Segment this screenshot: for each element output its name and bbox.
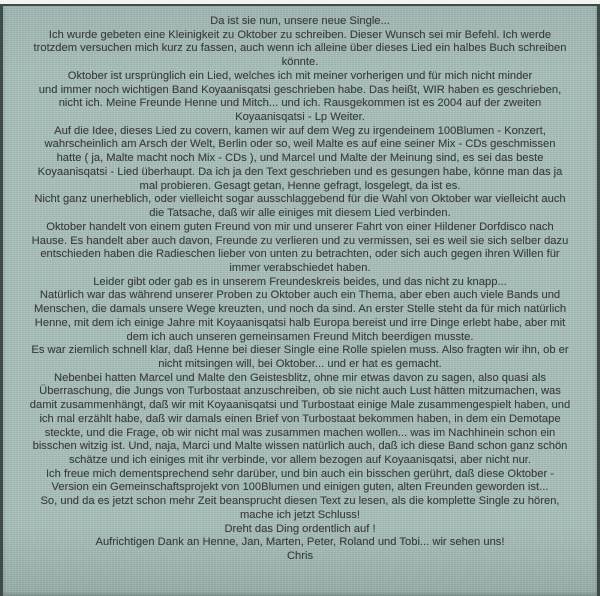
text-line: ich mal erzählt habe, daß wir damals einen Brief von Turbostaat bekommen haben, in dem ein Demotape xyxy=(39,412,561,425)
text-line: könnte. xyxy=(281,56,319,69)
liner-notes-text xyxy=(3,6,597,564)
text-line: Oktober handelt von einem guten Freund von mir und unserer Fahrt von einer Hildener Dorfdisco nach xyxy=(46,220,554,233)
text-line: bisschen witzig ist. Und, naja, Marci und Malte wissen natürlich auch, daß ich diese Band schon ganz schön xyxy=(32,440,568,453)
text-line: Nicht ganz unerheblich, oder vielleicht sogar ausschlaggebend für die Wahl von Oktober war vielleicht auch xyxy=(34,193,566,206)
text-line: die Tatsache, daß wir alle einiges mit diesem Lied verbinden. xyxy=(149,207,451,220)
text-line: immer verabschiedet haben. xyxy=(229,261,371,274)
text-line: hatte ( ja, Malte macht noch Mix - CDs ), und Marcel und Malte der Meinung sind, es sei das beste xyxy=(56,152,544,165)
text-line: und immer noch wichtigen Band Koyaanisqatsi geschrieben habe. Das heißt, WIR haben es geschrieben, xyxy=(38,83,562,96)
text-line: Überraschung, die Jungs von Turbostaat anzuschreiben, ob sie nicht auch Lust hätten mitzumachen, was xyxy=(39,385,561,398)
text-line: Dreht das Ding ordentlich auf ! xyxy=(224,522,376,535)
text-line: dem ich auch unseren gemeinsamen Freund Mitch beerdigen musste. xyxy=(126,330,474,343)
text-line: nicht ich. Meine Freunde Henne und Mitch... und ich. Rausgekommen ist es 2004 auf der zweiten xyxy=(58,97,542,110)
text-line: Aufrichtigen Dank an Henne, Jan, Marten, Peter, Roland und Tobi... wir sehen uns! xyxy=(95,536,505,549)
text-line: wahrscheinlich am Arsch der Welt, Berlin oder so, weil Malte es auf eine seiner Mix - CDs geschmissen xyxy=(44,138,556,151)
text-line: Henne, mit dem ich einige Jahre mit Koyaanisqatsi halb Europa bereist und irre Dinge erlebt habe, aber mit xyxy=(34,316,566,329)
text-line: Koyaanisqatsi - Lied überhaupt. Da ich ja den Text geschrieben und es gesungen habe, könne man das ja xyxy=(37,165,563,178)
text-line: trotzdem versuchen mich kurz zu fassen, auch wenn ich alleine über dieses Lied ein halbes Buch schreiben xyxy=(33,42,567,55)
text-line: Hause. Es handelt aber auch davon, Freunde zu verlieren und zu vermissen, sei es weil sie sich selber dazu xyxy=(31,234,569,247)
text-line: Oktober ist ursprünglich ein Lied, welches ich mit meiner vorherigen und für mich nicht minder xyxy=(67,69,533,82)
liner-notes-page xyxy=(0,4,600,596)
text-line: So, und da es jetzt schon mehr Zeit beansprucht diesen Text zu lesen, als die komplette Single zu hören, xyxy=(40,495,560,508)
text-line: Ich freue mich dementsprechend sehr darüber, und bin auch ein bisschen gerührt, daß diese Oktober - xyxy=(45,467,555,480)
text-line: Menschen, die damals unsere Wege kreuzten, und noch da sind. An erster Stelle steht da für mich natürlich xyxy=(33,303,567,316)
text-line: Chris xyxy=(286,550,314,563)
text-line: steckte, und die Frage, ob wir nicht mal was zusammen machen wollen... was im Nachhinein schon ein xyxy=(44,426,556,439)
text-line: mache ich jetzt Schluss! xyxy=(239,508,360,521)
text-line: Ich wurde gebeten eine Kleinigkeit zu Oktober zu schreiben. Dieser Wunsch sei mir Befehl. Ich werde xyxy=(48,28,552,41)
text-line: damit zusammenhängt, daß wir mit Koyaanisqatsi und Turbostaat einige Male zusammengespielt haben, und xyxy=(29,399,571,412)
text-line: mal probieren. Gesagt getan, Henne gefragt, losgelegt, da ist es. xyxy=(139,179,461,192)
text-line: Leider gibt oder gab es in unserem Freundeskreis beides, und das nicht zu knapp... xyxy=(93,275,507,288)
text-line: Koyaanisqatsi - Lp Weiter. xyxy=(235,111,365,124)
text-line: Auf die Idee, dieses Lied zu covern, kamen wir auf dem Weg zu irgendeinem 100Blumen - Konzert, xyxy=(54,124,546,137)
text-line: Nebenbei hatten Marcel und Malte den Geistesblitz, ohne mir etwas davon zu sagen, also quasi als xyxy=(54,371,546,384)
text-line: Natürlich war das während unserer Proben zu Oktober auch ein Thema, aber eben auch viele Bands und xyxy=(39,289,561,302)
text-line: Version ein Gemeinschaftsprojekt von 100Blumen und einigen guten, alten Freunden geworden ist... xyxy=(51,481,549,494)
text-line: Da ist sie nun, unsere neue Single... xyxy=(210,15,390,27)
text-line: schätze und ich einiges mit ihr verbinde, vor allem bezogen auf Koyaanisqatsi, aber nicht nur. xyxy=(68,454,532,466)
text-line: Es war ziemlich schnell klar, daß Henne bei dieser Single eine Rolle spielen muss. Also fragten wir ihn, ob er xyxy=(31,344,569,357)
text-line: entschieden haben die Radieschen lieber von unten zu betrachten, oder sich auch gegen ihren Willen für xyxy=(40,248,560,261)
text-line: nicht mitsingen will, bei Oktober... und er hat es gemacht. xyxy=(158,357,442,370)
